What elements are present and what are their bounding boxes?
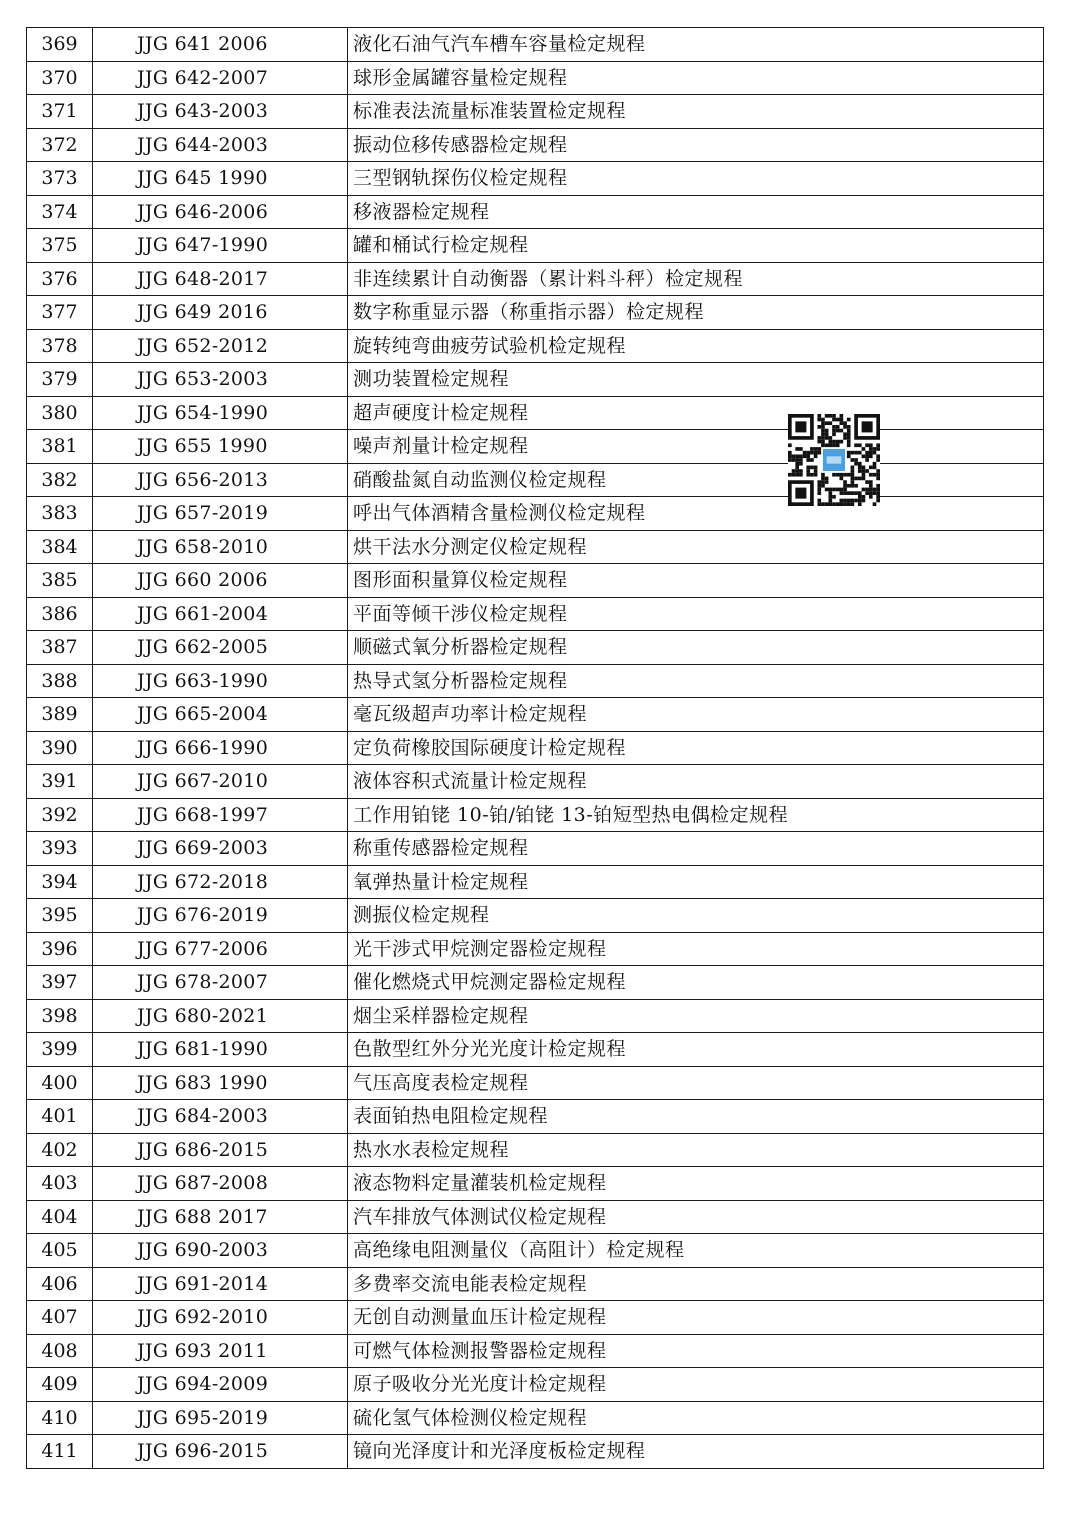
table-row: [27, 999, 1044, 1033]
standard-code: JJG 667-2010: [93, 765, 348, 799]
table-body: [27, 28, 1044, 1469]
table-row: [27, 1133, 1044, 1167]
table-row: [27, 698, 1044, 732]
standard-name: 表面铂热电阻检定规程: [348, 1100, 1044, 1134]
standard-code: JJG 680-2021: [93, 999, 348, 1033]
table-row: [27, 597, 1044, 631]
standard-name: 标准表法流量标准装置检定规程: [348, 95, 1044, 129]
row-number: 393: [27, 832, 93, 866]
row-number: 390: [27, 731, 93, 765]
standard-name: 无创自动测量血压计检定规程: [348, 1301, 1044, 1335]
standard-code: JJG 656-2013: [93, 463, 348, 497]
table-row: [27, 966, 1044, 1000]
row-number: 384: [27, 530, 93, 564]
table-row: [27, 329, 1044, 363]
table-row: [27, 1401, 1044, 1435]
row-number: 401: [27, 1100, 93, 1134]
row-number: 403: [27, 1167, 93, 1201]
standard-code: JJG 661-2004: [93, 597, 348, 631]
standard-code: JJG 654-1990: [93, 396, 348, 430]
row-number: 392: [27, 798, 93, 832]
standard-name: 热水水表检定规程: [348, 1133, 1044, 1167]
table-row: [27, 396, 1044, 430]
standard-code: JJG 643-2003: [93, 95, 348, 129]
table-row: [27, 899, 1044, 933]
table-row: [27, 1167, 1044, 1201]
row-number: 372: [27, 128, 93, 162]
standard-name: 光干涉式甲烷测定器检定规程: [348, 932, 1044, 966]
row-number: 373: [27, 162, 93, 196]
standard-name: 球形金属罐容量检定规程: [348, 61, 1044, 95]
standard-name: 称重传感器检定规程: [348, 832, 1044, 866]
table-row: [27, 1368, 1044, 1402]
row-number: 370: [27, 61, 93, 95]
row-number: 376: [27, 262, 93, 296]
table-row: [27, 664, 1044, 698]
standard-code: JJG 641 2006: [93, 28, 348, 62]
standard-code: JJG 644-2003: [93, 128, 348, 162]
standard-name: 毫瓦级超声功率计检定规程: [348, 698, 1044, 732]
row-number: 380: [27, 396, 93, 430]
standard-code: JJG 662-2005: [93, 631, 348, 665]
row-number: 410: [27, 1401, 93, 1435]
standard-name: 汽车排放气体测试仪检定规程: [348, 1200, 1044, 1234]
standard-name: 移液器检定规程: [348, 195, 1044, 229]
standard-name: 罐和桶试行检定规程: [348, 229, 1044, 263]
standard-name: 液体容积式流量计检定规程: [348, 765, 1044, 799]
standard-name: 多费率交流电能表检定规程: [348, 1267, 1044, 1301]
table-row: [27, 95, 1044, 129]
row-number: 400: [27, 1066, 93, 1100]
qr-code-graphic: [788, 414, 880, 506]
standard-code: JJG 666-1990: [93, 731, 348, 765]
row-number: 386: [27, 597, 93, 631]
standard-name: 呼出气体酒精含量检测仪检定规程: [348, 497, 1044, 531]
standard-code: JJG 653-2003: [93, 363, 348, 397]
row-number: 404: [27, 1200, 93, 1234]
table-row: [27, 765, 1044, 799]
row-number: 407: [27, 1301, 93, 1335]
standard-name: 高绝缘电阻测量仪（高阻计）检定规程: [348, 1234, 1044, 1268]
standard-code: JJG 686-2015: [93, 1133, 348, 1167]
table-row: [27, 162, 1044, 196]
table-row: [27, 1234, 1044, 1268]
standard-code: JJG 677-2006: [93, 932, 348, 966]
row-number: 398: [27, 999, 93, 1033]
standard-code: JJG 692-2010: [93, 1301, 348, 1335]
row-number: 391: [27, 765, 93, 799]
standards-table: [26, 27, 1044, 1469]
table-row: [27, 932, 1044, 966]
standard-name: 硝酸盐氮自动监测仪检定规程: [348, 463, 1044, 497]
row-number: 381: [27, 430, 93, 464]
row-number: 378: [27, 329, 93, 363]
standard-code: JJG 669-2003: [93, 832, 348, 866]
standard-code: JJG 683 1990: [93, 1066, 348, 1100]
row-number: 389: [27, 698, 93, 732]
table-row: [27, 363, 1044, 397]
standard-name: 热导式氢分析器检定规程: [348, 664, 1044, 698]
row-number: 387: [27, 631, 93, 665]
standard-name: 氧弹热量计检定规程: [348, 865, 1044, 899]
standard-name: 原子吸收分光光度计检定规程: [348, 1368, 1044, 1402]
standard-name: 三型钢轨探伤仪检定规程: [348, 162, 1044, 196]
table-row: [27, 530, 1044, 564]
standard-code: JJG 696-2015: [93, 1435, 348, 1469]
row-number: 377: [27, 296, 93, 330]
table-row: [27, 1301, 1044, 1335]
table-row: [27, 798, 1044, 832]
standard-code: JJG 658-2010: [93, 530, 348, 564]
standard-code: JJG 668-1997: [93, 798, 348, 832]
standard-code: JJG 660 2006: [93, 564, 348, 598]
standard-name: 工作用铂铑 10-铂/铂铑 13-铂短型热电偶检定规程: [348, 798, 1044, 832]
standard-code: JJG 642-2007: [93, 61, 348, 95]
row-number: 396: [27, 932, 93, 966]
table-row: [27, 631, 1044, 665]
table-row: [27, 731, 1044, 765]
standard-name: 非连续累计自动衡器（累计料斗秤）检定规程: [348, 262, 1044, 296]
standard-name: 旋转纯弯曲疲劳试验机检定规程: [348, 329, 1044, 363]
standard-code: JJG 695-2019: [93, 1401, 348, 1435]
standard-name: 数字称重显示器（称重指示器）检定规程: [348, 296, 1044, 330]
table-row: [27, 1066, 1044, 1100]
standard-code: JJG 678-2007: [93, 966, 348, 1000]
table-row: [27, 262, 1044, 296]
standard-code: JJG 688 2017: [93, 1200, 348, 1234]
standard-name: 可燃气体检测报警器检定规程: [348, 1334, 1044, 1368]
row-number: 405: [27, 1234, 93, 1268]
standard-code: JJG 681-1990: [93, 1033, 348, 1067]
standard-code: JJG 676-2019: [93, 899, 348, 933]
row-number: 402: [27, 1133, 93, 1167]
standard-code: JJG 647-1990: [93, 229, 348, 263]
standard-code: JJG 690-2003: [93, 1234, 348, 1268]
standard-name: 催化燃烧式甲烷测定器检定规程: [348, 966, 1044, 1000]
table-row: [27, 1435, 1044, 1469]
standard-name: 液化石油气汽车槽车容量检定规程: [348, 28, 1044, 62]
row-number: 388: [27, 664, 93, 698]
table-row: [27, 865, 1044, 899]
standard-name: 气压高度表检定规程: [348, 1066, 1044, 1100]
standard-name: 定负荷橡胶国际硬度计检定规程: [348, 731, 1044, 765]
standard-code: JJG 672-2018: [93, 865, 348, 899]
row-number: 408: [27, 1334, 93, 1368]
row-number: 397: [27, 966, 93, 1000]
table-row: [27, 1267, 1044, 1301]
standard-name: 平面等倾干涉仪检定规程: [348, 597, 1044, 631]
standard-code: JJG 665-2004: [93, 698, 348, 732]
table-row: [27, 229, 1044, 263]
table-row: [27, 61, 1044, 95]
table-row: [27, 128, 1044, 162]
standard-code: JJG 663-1990: [93, 664, 348, 698]
row-number: 411: [27, 1435, 93, 1469]
standard-name: 测振仪检定规程: [348, 899, 1044, 933]
standard-name: 液态物料定量灌装机检定规程: [348, 1167, 1044, 1201]
table-row: [27, 1033, 1044, 1067]
table-row: [27, 28, 1044, 62]
row-number: 379: [27, 363, 93, 397]
table-row: [27, 296, 1044, 330]
row-number: 375: [27, 229, 93, 263]
standard-name: 噪声剂量计检定规程: [348, 430, 1044, 464]
standard-code: JJG 648-2017: [93, 262, 348, 296]
standard-code: JJG 646-2006: [93, 195, 348, 229]
standard-code: JJG 687-2008: [93, 1167, 348, 1201]
row-number: 406: [27, 1267, 93, 1301]
standard-name: 振动位移传感器检定规程: [348, 128, 1044, 162]
table-row: [27, 430, 1044, 464]
standard-code: JJG 649 2016: [93, 296, 348, 330]
standard-code: JJG 684-2003: [93, 1100, 348, 1134]
table-row: [27, 195, 1044, 229]
standard-name: 硫化氢气体检测仪检定规程: [348, 1401, 1044, 1435]
standard-name: 测功装置检定规程: [348, 363, 1044, 397]
standard-name: 色散型红外分光光度计检定规程: [348, 1033, 1044, 1067]
row-number: 374: [27, 195, 93, 229]
standard-code: JJG 693 2011: [93, 1334, 348, 1368]
row-number: 395: [27, 899, 93, 933]
row-number: 394: [27, 865, 93, 899]
table-row: [27, 463, 1044, 497]
table-row: [27, 497, 1044, 531]
standard-name: 烘干法水分测定仪检定规程: [348, 530, 1044, 564]
standard-code: JJG 645 1990: [93, 162, 348, 196]
standard-name: 镜向光泽度计和光泽度板检定规程: [348, 1435, 1044, 1469]
row-number: 371: [27, 95, 93, 129]
table-row: [27, 832, 1044, 866]
row-number: 383: [27, 497, 93, 531]
standard-name: 超声硬度计检定规程: [348, 396, 1044, 430]
row-number: 385: [27, 564, 93, 598]
standard-name: 图形面积量算仪检定规程: [348, 564, 1044, 598]
standard-code: JJG 657-2019: [93, 497, 348, 531]
standard-code: JJG 691-2014: [93, 1267, 348, 1301]
standard-code: JJG 652-2012: [93, 329, 348, 363]
standard-code: JJG 655 1990: [93, 430, 348, 464]
row-number: 369: [27, 28, 93, 62]
table-row: [27, 1200, 1044, 1234]
standard-name: 顺磁式氧分析器检定规程: [348, 631, 1044, 665]
table-row: [27, 564, 1044, 598]
table-row: [27, 1334, 1044, 1368]
qr-code-icon: [788, 414, 880, 506]
row-number: 399: [27, 1033, 93, 1067]
table-row: [27, 1100, 1044, 1134]
row-number: 409: [27, 1368, 93, 1402]
standard-name: 烟尘采样器检定规程: [348, 999, 1044, 1033]
row-number: 382: [27, 463, 93, 497]
standard-code: JJG 694-2009: [93, 1368, 348, 1402]
